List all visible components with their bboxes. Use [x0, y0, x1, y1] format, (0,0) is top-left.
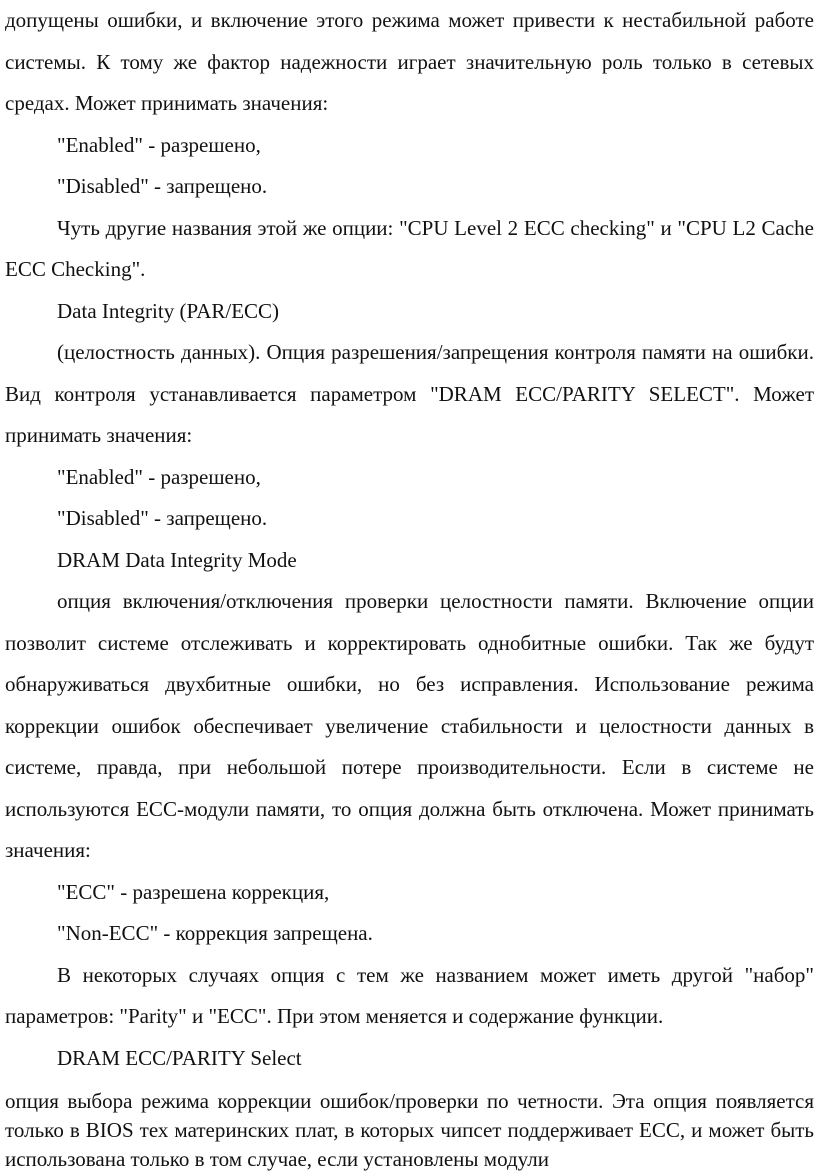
paragraph-data-integrity: (целостность данных). Опция разрешения/запрещения контроля памяти на ошибки. Вид контроля устанавливается параметром "DRAM ECC/PARITY SELECT". Может принимать значения:	[5, 340, 814, 447]
paragraph-alt-names: Чуть другие названия этой же опции: "CPU Level 2 ECC checking" и "CPU L2 Cache ECC Checking".	[5, 215, 814, 281]
paragraph-ecc-parity-select: опция выбора режима коррекции ошибок/проверки по четности. Эта опция появляется только в BIOS тех материнских плат, в которых чипсет поддерживает ECC, и может быть использована только в том случае, если установлены модули	[5, 1089, 814, 1171]
paragraph-parity-ecc: В некоторых случаях опция с тем же названием может иметь другой "набор" параметров: "Parity" и "ECC". При этом меняется и содержание функции.	[5, 962, 814, 1028]
value-enabled-2: "Enabled" - разрешено,	[57, 464, 261, 489]
value-non-ecc: "Non-ECC" - коррекция запрещена.	[57, 921, 373, 945]
value-disabled: "Disabled" - запрещено.	[57, 174, 268, 198]
heading-dram-ecc-parity-select: DRAM ECC/PARITY Select	[57, 1045, 302, 1070]
paragraph-intro-continuation: допущены ошибки, и включение этого режима может привести к нестабильной работе системы. К тому же фактор надежности играет значительную роль только в сетевых средах. Может принимать значения:	[5, 8, 814, 115]
heading-dram-data-integrity-mode: DRAM Data Integrity Mode	[57, 547, 297, 572]
paragraph-dram-data-integrity: опция включения/отключения проверки целостности памяти. Включение опции позволит системе отслеживать и корректировать однобитные ошибки. Так же будут обнаруживаться двухбитные ошибки, но без исправления. Использование режима коррекции ошибок обеспечивает увеличение стабильности и целостности данных в системе, правда, при небольшой потере производительности. Если в системе не используются ECC-модули памяти, то опция должна быть отключена. Может принимать значения:	[5, 589, 814, 862]
heading-data-integrity: Data Integrity (PAR/ECC)	[57, 298, 280, 323]
value-enabled: "Enabled" - разрешено,	[57, 132, 261, 157]
value-disabled-2: "Disabled" - запрещено.	[57, 506, 268, 530]
value-ecc: "ECC" - разрешена коррекция,	[57, 879, 330, 904]
